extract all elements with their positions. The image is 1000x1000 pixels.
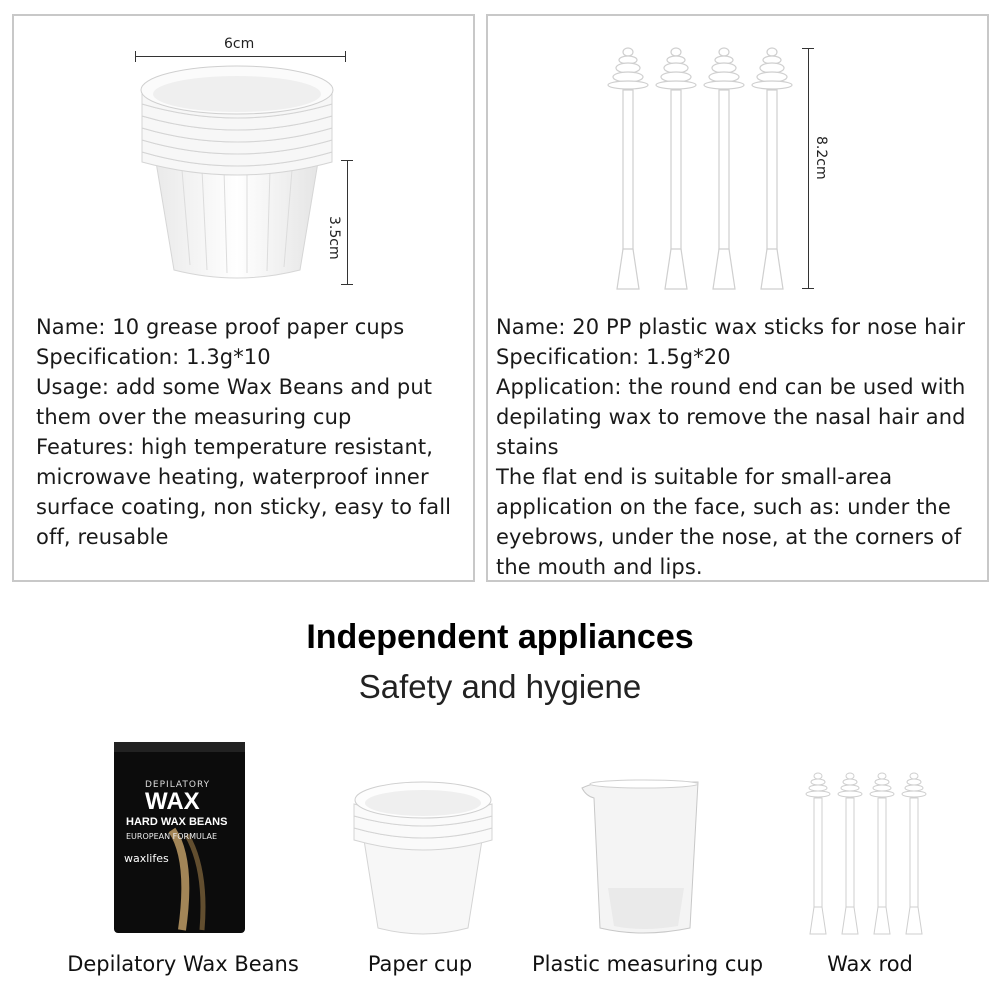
pouch-maker: waxlifes <box>124 852 169 865</box>
desc-line: microwave heating, waterproof inner <box>36 465 429 489</box>
caption-wax-beans: Depilatory Wax Beans <box>67 952 299 976</box>
desc-line: Application: the round end can be used with <box>496 375 966 399</box>
desc-line: eyebrows, under the nose, at the corners of <box>496 525 962 549</box>
height-dimension-line <box>347 160 348 284</box>
subheadline: Safety and hygiene <box>358 668 642 705</box>
caption-measuring-cup: Plastic measuring cup <box>531 952 764 976</box>
pouch-formula: EUROPEAN FORMULAE <box>126 832 218 841</box>
paper-cups-description <box>36 312 466 552</box>
paper-cups-panel <box>12 14 475 582</box>
desc-line: stains <box>496 435 559 459</box>
height-dimension-label: 3.5cm <box>326 216 342 260</box>
desc-line: Usage: add some Wax Beans and put <box>36 375 433 399</box>
desc-line: Specification: 1.5g*20 <box>496 345 731 369</box>
width-dimension-label: 6cm <box>224 36 255 52</box>
headline: Independent appliances <box>306 618 694 656</box>
paper-cup-icon <box>350 778 496 938</box>
desc-line: Name: 20 PP plastic wax sticks for nose hair <box>496 315 966 339</box>
wax-sticks-description <box>496 312 984 582</box>
stick-height-dimension-label: 8.2cm <box>813 136 829 180</box>
wax-sticks-panel <box>486 14 989 582</box>
pouch-brand: WAX <box>145 788 200 815</box>
measuring-cup-icon <box>578 778 706 938</box>
desc-line: the mouth and lips. <box>496 555 703 579</box>
desc-line: Specification: 1.3g*10 <box>36 345 271 369</box>
wax-beans-pouch-icon <box>112 740 247 935</box>
caption-wax-rod: Wax rod <box>827 952 913 976</box>
stick-height-tick-top <box>802 48 814 49</box>
wax-sticks-icon <box>606 44 806 294</box>
width-dimension-line <box>135 56 345 57</box>
desc-line: them over the measuring cup <box>36 405 352 429</box>
desc-line: surface coating, non sticky, easy to fall <box>36 495 452 519</box>
desc-line: off, reusable <box>36 525 169 549</box>
paper-cup-stack-icon <box>132 60 342 285</box>
pouch-top-line: DEPILATORY <box>145 780 211 790</box>
desc-line: application on the face, such as: under the <box>496 495 951 519</box>
desc-line: The flat end is suitable for small-area <box>496 465 893 489</box>
desc-line: Features: high temperature resistant, <box>36 435 434 459</box>
width-dimension-tick-right <box>345 51 346 62</box>
caption-paper-cup: Paper cup <box>367 952 473 976</box>
height-dimension-tick-bottom <box>341 284 353 285</box>
desc-line: Name: 10 grease proof paper cups <box>36 315 405 339</box>
wax-rod-icon <box>802 770 932 940</box>
pouch-product: HARD WAX BEANS <box>126 816 228 828</box>
stick-height-tick-bottom <box>802 288 814 289</box>
height-dimension-tick-top <box>341 160 353 161</box>
stick-height-dimension-line <box>808 48 809 288</box>
desc-line: depilating wax to remove the nasal hair and <box>496 405 966 429</box>
